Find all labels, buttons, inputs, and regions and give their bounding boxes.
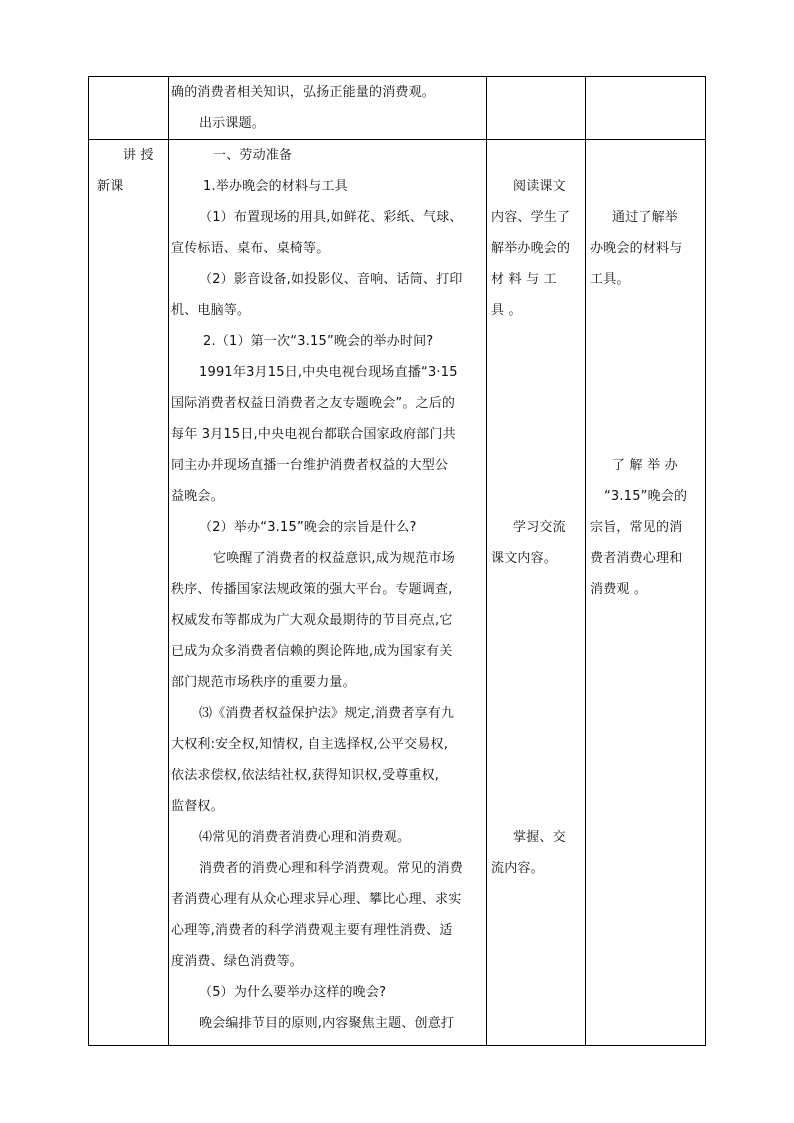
intent-line: 工具。 [590,272,630,287]
content-line: ⑶《消费者权益保护法》规定,消费者享有九 [199,706,455,721]
content-line: 消费者的消费心理和科学消费观。常见的消费 [199,861,464,876]
design-intent-cell [586,140,706,1046]
content-line: （2）影音设备,如投影仪、音响、话筒、打印 [199,272,463,287]
intent-line: 消费观 。 [590,582,648,597]
content-line: 部门规范市场秩序的重要力量。 [171,675,356,690]
intent-line: 通过了解举 [612,210,679,225]
question-why-hold-gala: （5）为什么要举办这样的晚会? [199,985,387,1000]
content-line: 机、电脑等。 [171,303,251,318]
section-label: 讲 授 [123,148,154,163]
content-cell [169,77,487,140]
intent-line: “3.15”晚会的 [604,489,688,504]
content-line: 已成为众多消费者信赖的舆论阵地,成为国家有关 [171,644,453,659]
section-label-cell [89,140,169,1046]
intent-cell-empty [586,77,706,140]
content-line: 秩序、传播国家法规政策的强大平台。专题调查, [171,582,453,597]
content-line: 每年 3月15日,中央电视台都联合国家政府部门共 [171,427,456,442]
activity-line: 具 。 [491,303,522,318]
table-row [89,140,706,1046]
content-line: 出示课题。 [199,116,266,131]
content-line: 监督权。 [171,799,224,814]
content-line: 心理等,消费者的科学消费观主要有理性消费、适 [171,923,453,938]
content-line: 依法求偿权,依法结社权,获得知识权,受尊重权, [171,768,440,783]
table-row [89,77,706,140]
content-line: 益晚会。 [171,489,224,504]
content-line: 度消费、绿色消费等。 [171,954,304,969]
content-line: 晚会编排节目的原则,内容聚焦主题、创意打 [199,1016,455,1031]
content-line: （1）布置现场的用具,如鲜花、彩纸、气球、 [199,210,463,225]
activity-line: 材 料 与 工 [491,272,557,287]
intent-line: 办晚会的材料与 [590,241,683,256]
activity-line: 学习交流 [513,520,566,535]
activity-cell-empty [487,77,586,140]
activity-line: 解举办晚会的 [491,241,571,256]
label-cell-empty [89,77,169,140]
content-line: 同主办并现场直播一台维护消费者权益的大型公 [171,458,449,473]
intent-line: 宗旨，常见的消 [590,520,683,535]
content-line: 确的消费者相关知识，弘扬正能量的消费观。 [171,85,436,100]
content-line: 宣传标语、桌布、桌椅等。 [171,241,330,256]
content-cell [169,140,487,1046]
activity-line: 阅读课文 [513,179,566,194]
content-line: 大权利:安全权,知情权, 自主选择权,公平交易权, [171,737,449,752]
section-label: 新课 [97,179,124,194]
activity-line: 掌握、交 [513,830,566,845]
content-line: 它唤醒了消费者的权益意识,成为规范市场 [213,551,455,566]
content-line: ⑷常见的消费者消费心理和消费观。 [199,830,411,845]
content-line: 者消费心理有从众心理求异心理、攀比心理、求实 [171,892,462,907]
subheading-materials-tools: 1.举办晚会的材料与工具 [203,179,348,194]
activity-line: 课文内容。 [491,551,558,566]
activity-line: 流内容。 [491,861,544,876]
activity-line: 内容、学生了 [491,210,571,225]
content-line: 1991年3月15日,中央电视台现场直播“3·15 [199,365,458,380]
question-gala-purpose: （2）举办“3.15”晚会的宗旨是什么? [199,520,417,535]
heading-labor-preparation: 一、劳动准备 [213,148,293,163]
content-line: 权威发布等都成为广大观众最期待的节目亮点,它 [171,613,453,628]
student-activity-cell [487,140,586,1046]
intent-line: 费者消费心理和 [590,551,683,566]
content-line: 国际消费者权益日消费者之友专题晚会”。之后的 [171,396,456,411]
question-first-gala-time: 2.（1）第一次“3.15”晚会的举办时间? [203,334,434,349]
intent-line: 了 解 举 办 [612,458,678,473]
lesson-plan-table [88,76,706,1046]
